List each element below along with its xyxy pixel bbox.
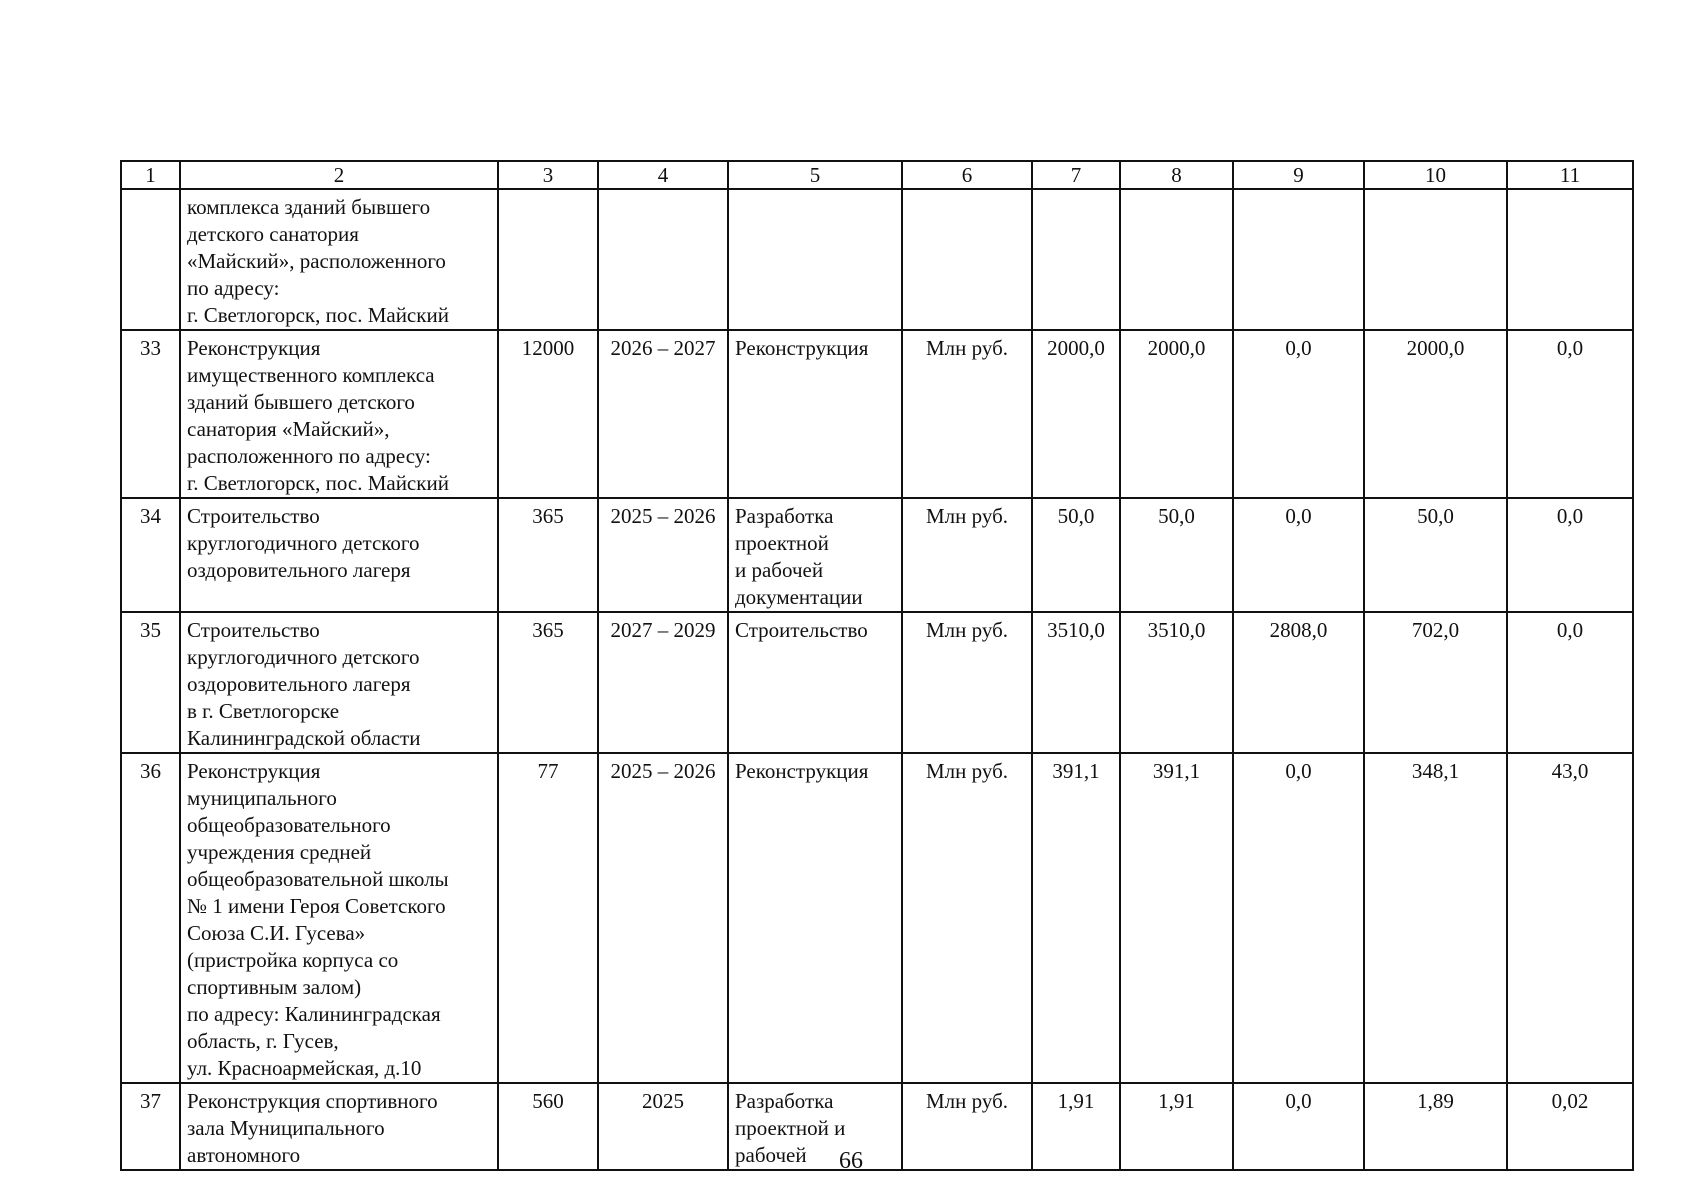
value-cell: 1,91 (1032, 1083, 1120, 1170)
column-number-row (121, 161, 1633, 189)
row-number-cell: 33 (121, 330, 180, 498)
period-cell: 2025 (598, 1083, 728, 1170)
object-name-cell: Реконструкция муниципального общеобразовательного учреждения средней общеобразовательной школы № 1 имени Героя Советского Союза С.И. Гусева» (пристройка корпуса со спортивным залом) по адресу: Калининградская область, г. Гусев, ул. Красноармейская, д.10 (180, 753, 498, 1083)
column-number: 6 (902, 161, 1032, 189)
value-cell: 0,0 (1507, 330, 1633, 498)
capacity-cell: 365 (498, 612, 598, 753)
work-type-cell: Разработка проектной и рабочей (728, 1083, 902, 1170)
value-cell (1507, 189, 1633, 330)
table-row (121, 612, 1633, 753)
value-cell: 43,0 (1507, 753, 1633, 1083)
table-row (121, 753, 1633, 1083)
capacity-cell: 365 (498, 498, 598, 612)
table-row (121, 498, 1633, 612)
table-body (121, 161, 1633, 1170)
period-cell: 2025 – 2026 (598, 498, 728, 612)
capacity-cell (498, 189, 598, 330)
value-cell: 3510,0 (1032, 612, 1120, 753)
period-cell: 2027 – 2029 (598, 612, 728, 753)
row-number-cell: 34 (121, 498, 180, 612)
object-name-cell: Реконструкция имущественного комплекса зданий бывшего детского санатория «Майский», расположенного по адресу: г. Светлогорск, пос. Майский (180, 330, 498, 498)
value-cell: 2000,0 (1120, 330, 1233, 498)
capacity-cell: 77 (498, 753, 598, 1083)
column-number: 2 (180, 161, 498, 189)
work-type-cell: Строительство (728, 612, 902, 753)
value-cell (1120, 189, 1233, 330)
value-cell: 3510,0 (1120, 612, 1233, 753)
unit-cell (902, 189, 1032, 330)
value-cell: 0,0 (1507, 498, 1633, 612)
period-cell: 2025 – 2026 (598, 753, 728, 1083)
work-type-cell: Разработка проектной и рабочей документации (728, 498, 902, 612)
value-cell: 391,1 (1032, 753, 1120, 1083)
period-cell: 2026 – 2027 (598, 330, 728, 498)
period-cell (598, 189, 728, 330)
value-cell: 391,1 (1120, 753, 1233, 1083)
unit-cell: Млн руб. (902, 330, 1032, 498)
value-cell: 348,1 (1364, 753, 1507, 1083)
table-row (121, 330, 1633, 498)
unit-cell: Млн руб. (902, 753, 1032, 1083)
row-number-cell: 36 (121, 753, 180, 1083)
unit-cell: Млн руб. (902, 1083, 1032, 1170)
row-number-cell: 37 (121, 1083, 180, 1170)
column-number: 8 (1120, 161, 1233, 189)
object-name-cell: Строительство круглогодичного детского оздоровительного лагеря (180, 498, 498, 612)
unit-cell: Млн руб. (902, 612, 1032, 753)
object-name-cell: комплекса зданий бывшего детского санатория «Майский», расположенного по адресу: г. Светлогорск, пос. Майский (180, 189, 498, 330)
investment-projects-table (120, 160, 1634, 1171)
value-cell: 2000,0 (1032, 330, 1120, 498)
table-row (121, 189, 1633, 330)
value-cell: 50,0 (1032, 498, 1120, 612)
value-cell: 0,0 (1233, 753, 1364, 1083)
value-cell: 0,0 (1233, 498, 1364, 612)
column-number: 7 (1032, 161, 1120, 189)
value-cell: 2000,0 (1364, 330, 1507, 498)
column-number: 10 (1364, 161, 1507, 189)
value-cell: 50,0 (1364, 498, 1507, 612)
capacity-cell: 12000 (498, 330, 598, 498)
work-type-cell: Реконструкция (728, 753, 902, 1083)
value-cell: 50,0 (1120, 498, 1233, 612)
column-number: 1 (121, 161, 180, 189)
object-name-cell: Строительство круглогодичного детского оздоровительного лагеря в г. Светлогорске Калининградской области (180, 612, 498, 753)
value-cell: 2808,0 (1233, 612, 1364, 753)
value-cell (1364, 189, 1507, 330)
column-number: 5 (728, 161, 902, 189)
value-cell: 0,0 (1233, 330, 1364, 498)
object-name-cell: Реконструкция спортивного зала Муниципального автономного (180, 1083, 498, 1170)
value-cell: 0,0 (1233, 1083, 1364, 1170)
capacity-cell: 560 (498, 1083, 598, 1170)
value-cell (1233, 189, 1364, 330)
value-cell: 702,0 (1364, 612, 1507, 753)
value-cell: 0,0 (1507, 612, 1633, 753)
row-number-cell (121, 189, 180, 330)
column-number: 3 (498, 161, 598, 189)
work-type-cell (728, 189, 902, 330)
value-cell (1032, 189, 1120, 330)
column-number: 9 (1233, 161, 1364, 189)
value-cell: 1,89 (1364, 1083, 1507, 1170)
value-cell: 1,91 (1120, 1083, 1233, 1170)
row-number-cell: 35 (121, 612, 180, 753)
column-number: 4 (598, 161, 728, 189)
value-cell: 0,02 (1507, 1083, 1633, 1170)
unit-cell: Млн руб. (902, 498, 1032, 612)
page-number: 66 (839, 1148, 863, 1174)
work-type-cell: Реконструкция (728, 330, 902, 498)
column-number: 11 (1507, 161, 1633, 189)
